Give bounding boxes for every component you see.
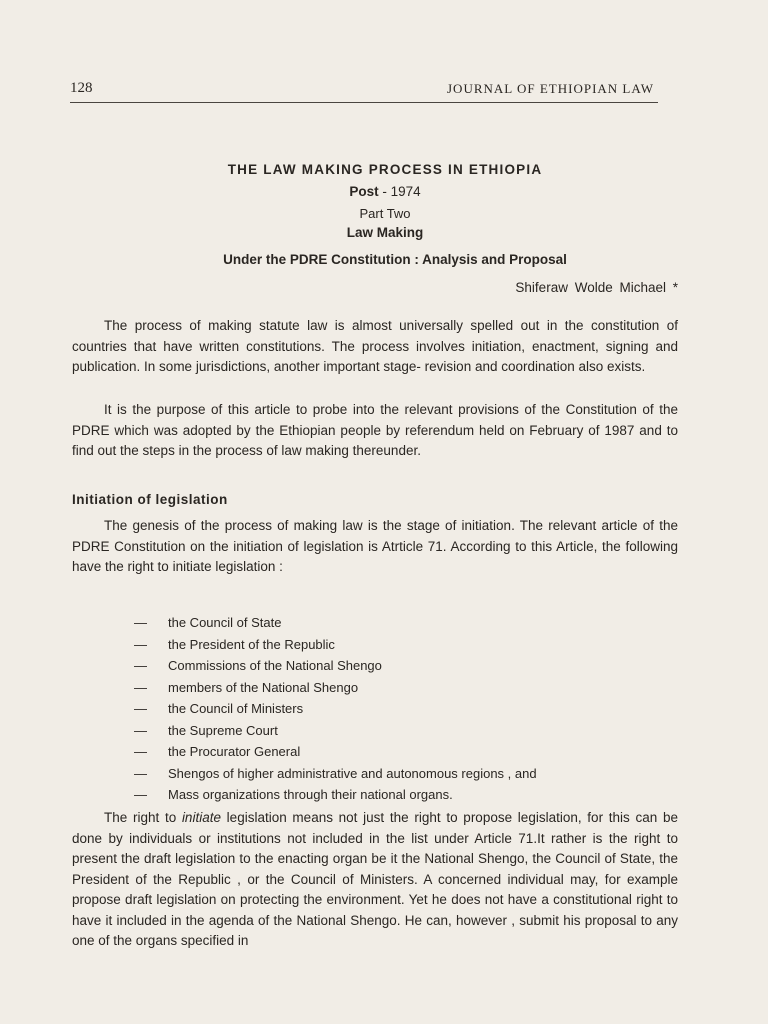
dash-bullet: — (134, 744, 147, 759)
journal-name: JOURNAL OF ETHIOPIAN LAW (447, 81, 654, 96)
initiators-list (134, 612, 694, 806)
list-item-text: Commissions of the National Shengo (168, 658, 382, 673)
list-item-text: Shengos of higher administrative and autonomous regions , and (168, 765, 537, 781)
paragraph-text: legislation means not just the right to propose legislation, for this can be done by individuals or institutions not included in the list under Article 71.It rather is the right to present the draft legislation to the enacting organ be it the National Shengo, the Council of State, the President of the Republic , or the Council of Ministers. A concerned individual may, for example propose draft legislation on protecting the environment. Yet he does not have a constitutional right to have it included in the agenda of the National Shengo. He can, however , submit his proposal to any one of the organs specified in (72, 810, 678, 948)
list-item-text: Mass organizations through their national organs. (168, 787, 453, 802)
post-separator: - (378, 184, 391, 199)
running-head (70, 80, 658, 103)
dash-bullet: — (134, 636, 147, 652)
section-heading: Initiation of legislation (72, 492, 228, 507)
emphasis-initiate: initiate (181, 810, 221, 825)
dash-bullet: — (134, 722, 147, 738)
list-item-text: the Council of State (168, 615, 282, 630)
dash-bullet: — (134, 701, 147, 716)
list-item (134, 698, 694, 720)
list-item-text: the Council of Ministers (168, 701, 304, 716)
dash-bullet: — (134, 615, 147, 630)
dash-bullet: — (134, 658, 147, 673)
post-year: 1974 (390, 184, 421, 199)
dash-bullet: — (134, 679, 147, 695)
list-item-text: the Supreme Court (168, 722, 278, 738)
list-item (134, 741, 694, 763)
dash-bullet: — (134, 787, 147, 802)
article-subtitle: Under the PDRE Constitution : Analysis and Proposal (223, 252, 567, 267)
article-author: Shiferaw Wolde Michael * (515, 280, 678, 295)
list-item (134, 612, 694, 634)
list-item-text: members of the National Shengo (168, 679, 359, 695)
list-item (134, 677, 694, 699)
paragraph-genesis: The genesis of the process of making law is the stage of initiation. The relevant article of the PDRE Constitution on the initiation of legislation is Atrticle 71. According to this Article, the following have the right to initiate legislation : (72, 518, 678, 574)
post-label: Post (349, 184, 379, 199)
list-item-text: the President of the Republic (168, 636, 335, 652)
paragraph-right-to-initiate (72, 808, 678, 952)
list-item (134, 763, 694, 785)
paragraph-purpose: It is the purpose of this article to probe into the relevant provisions of the Constitution of the PDRE which was adopted by the Ethiopian people by referendum held on February of 1987 and to find out the steps in the process of law making thereunder. (72, 402, 678, 458)
article-part: Part Two (359, 206, 411, 221)
paragraph-intro: The process of making statute law is almost universally spelled out in the constitution of countries that have written constitutions. The process involves initiation, enactment, signing and publication. In some jurisdictions, another important stage- revision and coordination also exists. (72, 318, 678, 374)
page-number: 128 (70, 80, 93, 96)
list-item (134, 720, 694, 742)
paragraph-text: The right to (104, 810, 182, 825)
dash-bullet: — (134, 765, 147, 781)
list-item (134, 655, 694, 677)
article-period (70, 184, 700, 199)
list-item (134, 784, 694, 806)
list-item (134, 634, 694, 656)
article-section: Law Making (346, 225, 424, 240)
list-item-text: the Procurator General (168, 744, 301, 759)
article-title: THE LAW MAKING PROCESS IN ETHIOPIA (227, 162, 543, 177)
